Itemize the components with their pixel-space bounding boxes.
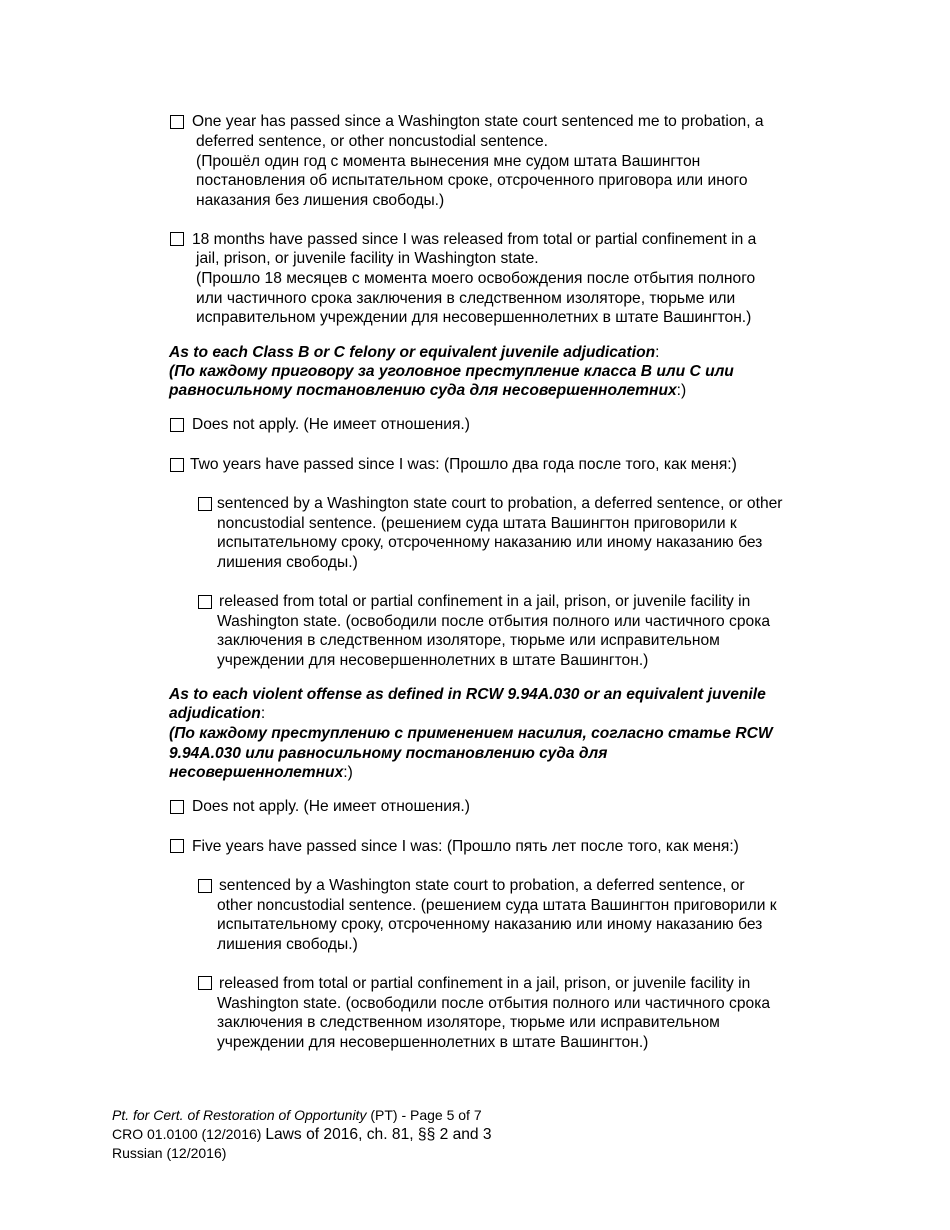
footer-page-number: (PT) - Page 5 of 7 xyxy=(366,1107,482,1123)
item-one-year-ru-2: постановления об испытательном сроке, отсроченного приговора или иного xyxy=(196,172,748,189)
section-violent-ru-2: 9.94A.030 или равносильному постановлению суда для xyxy=(169,745,608,762)
violent-sentenced-text-1: sentenced by a Washington state court to probation, a deferred sentence, or xyxy=(219,877,745,894)
violent-released-text-1: released from total or partial confinement in a jail, prison, or juvenile facility in xyxy=(219,975,751,992)
checkbox-bc-sentenced[interactable] xyxy=(198,497,212,511)
item-one-year-ru-1: (Прошёл один год с момента вынесения мне судом штата Вашингтон xyxy=(196,153,701,170)
checkbox-violent-released[interactable] xyxy=(198,976,212,990)
item-18-months-text-1: 18 months have passed since I was released from total or partial confinement in a xyxy=(192,231,757,248)
violent-sentenced-text-3: испытательному сроку, отсроченному наказанию или иному наказанию без xyxy=(217,916,763,933)
section-bc-heading-ru-2 xyxy=(169,381,686,401)
section-bc-heading-ru-1: (По каждому приговору за уголовное преступление класса B или C или xyxy=(169,363,734,380)
footer-language: Russian (12/2016) xyxy=(112,1145,227,1161)
item-one-year-text-1: One year has passed since a Washington state court sentenced me to probation, a xyxy=(192,113,764,130)
violent-sentenced-text-4: лишения свободы.) xyxy=(217,936,358,953)
violent-sentenced-text-2: other noncustodial sentence. (решением суда штата Вашингтон приговорили к xyxy=(217,897,777,914)
item-18-months-ru-1: (Прошло 18 месяцев с момента моего освобождения после отбытия полного xyxy=(196,270,756,287)
section-violent-heading-2 xyxy=(169,704,265,724)
bc-released-text-4: учреждении для несовершеннолетних в штате Вашингтон.) xyxy=(217,652,649,669)
violent-does-not-apply-label: Does not apply. (Не имеет отношения.) xyxy=(192,798,470,815)
item-one-year-ru-3: наказания без лишения свободы.) xyxy=(196,192,445,209)
section-bc-heading-ru-2-end: :) xyxy=(676,382,687,399)
five-years-label: Five years have passed since I was: (Прошло пять лет после того, как меня:) xyxy=(192,838,739,855)
bc-sentenced-text-1: sentenced by a Washington state court to probation, a deferred sentence, or other xyxy=(217,495,783,512)
footer-form-title: Pt. for Cert. of Restoration of Opportunity xyxy=(112,1107,367,1123)
section-violent-ru-3 xyxy=(169,763,353,783)
bc-sentenced-text-2: noncustodial sentence. (решением суда штата Вашингтон приговорили к xyxy=(217,515,737,532)
section-violent-heading-1: As to each violent offense as defined in RCW 9.94A.030 or an equivalent juvenile xyxy=(169,686,766,703)
violent-released-text-4: учреждении для несовершеннолетних в штате Вашингтон.) xyxy=(217,1034,649,1051)
item-18-months-ru-3: исправительном учреждении для несовершеннолетних в штате Вашингтон.) xyxy=(196,309,752,326)
checkbox-two-years[interactable] xyxy=(170,458,184,472)
footer-line-2 xyxy=(112,1125,492,1144)
checkbox-bc-does-not-apply[interactable] xyxy=(170,418,184,432)
bc-released-text-1: released from total or partial confinement in a jail, prison, or juvenile facility in xyxy=(219,593,751,610)
footer-form-code: CRO 01.0100 (12/2016) xyxy=(112,1126,266,1142)
section-violent-ru-1: (По каждому преступлению с применением насилия, согласно статье RCW xyxy=(169,725,773,742)
section-bc-heading-colon: : xyxy=(655,344,660,361)
checkbox-violent-sentenced[interactable] xyxy=(198,879,212,893)
checkbox-bc-released[interactable] xyxy=(198,595,212,609)
bc-released-text-3: заключения в следственном изоляторе, тюрьме или исправительном xyxy=(217,632,720,649)
violent-released-text-2: Washington state. (освободили после отбытия полного или частичного срока xyxy=(217,995,771,1012)
section-violent-ru-3-text: несовершеннолетних xyxy=(169,764,344,781)
section-violent-heading-2-text: adjudication xyxy=(169,705,261,722)
bc-does-not-apply-label: Does not apply. (Не имеет отношения.) xyxy=(192,416,470,433)
section-violent-heading-2-colon: : xyxy=(260,705,266,722)
bc-released-text-2: Washington state. (освободили после отбытия полного или частичного срока xyxy=(217,613,771,630)
two-years-label: Two years have passed since I was: (Прошло два года после того, как меня:) xyxy=(190,456,737,473)
item-one-year-text-2: deferred sentence, or other noncustodial sentence. xyxy=(196,133,548,150)
section-bc-heading-ru-2-text: равносильному постановлению суда для несовершеннолетних xyxy=(169,382,677,399)
checkbox-one-year[interactable] xyxy=(170,115,184,129)
section-bc-heading xyxy=(169,343,659,363)
checkbox-18-months[interactable] xyxy=(170,232,184,246)
checkbox-five-years[interactable] xyxy=(170,839,184,853)
item-18-months-text-2: jail, prison, or juvenile facility in Washington state. xyxy=(196,250,539,267)
bc-sentenced-text-3: испытательному сроку, отсроченному наказанию или иному наказанию без xyxy=(217,534,763,551)
checkbox-violent-does-not-apply[interactable] xyxy=(170,800,184,814)
item-18-months-ru-2: или частичного срока заключения в следственном изоляторе, тюрьме или xyxy=(196,290,736,307)
footer-line-1 xyxy=(112,1106,482,1125)
violent-released-text-3: заключения в следственном изоляторе, тюрьме или исправительном xyxy=(217,1014,720,1031)
footer-laws: Laws of 2016, ch. 81, §§ 2 and 3 xyxy=(265,1126,492,1143)
section-violent-ru-3-end: :) xyxy=(343,764,353,781)
section-bc-heading-text: As to each Class B or C felony or equivalent juvenile adjudication xyxy=(169,344,656,361)
bc-sentenced-text-4: лишения свободы.) xyxy=(217,554,358,571)
